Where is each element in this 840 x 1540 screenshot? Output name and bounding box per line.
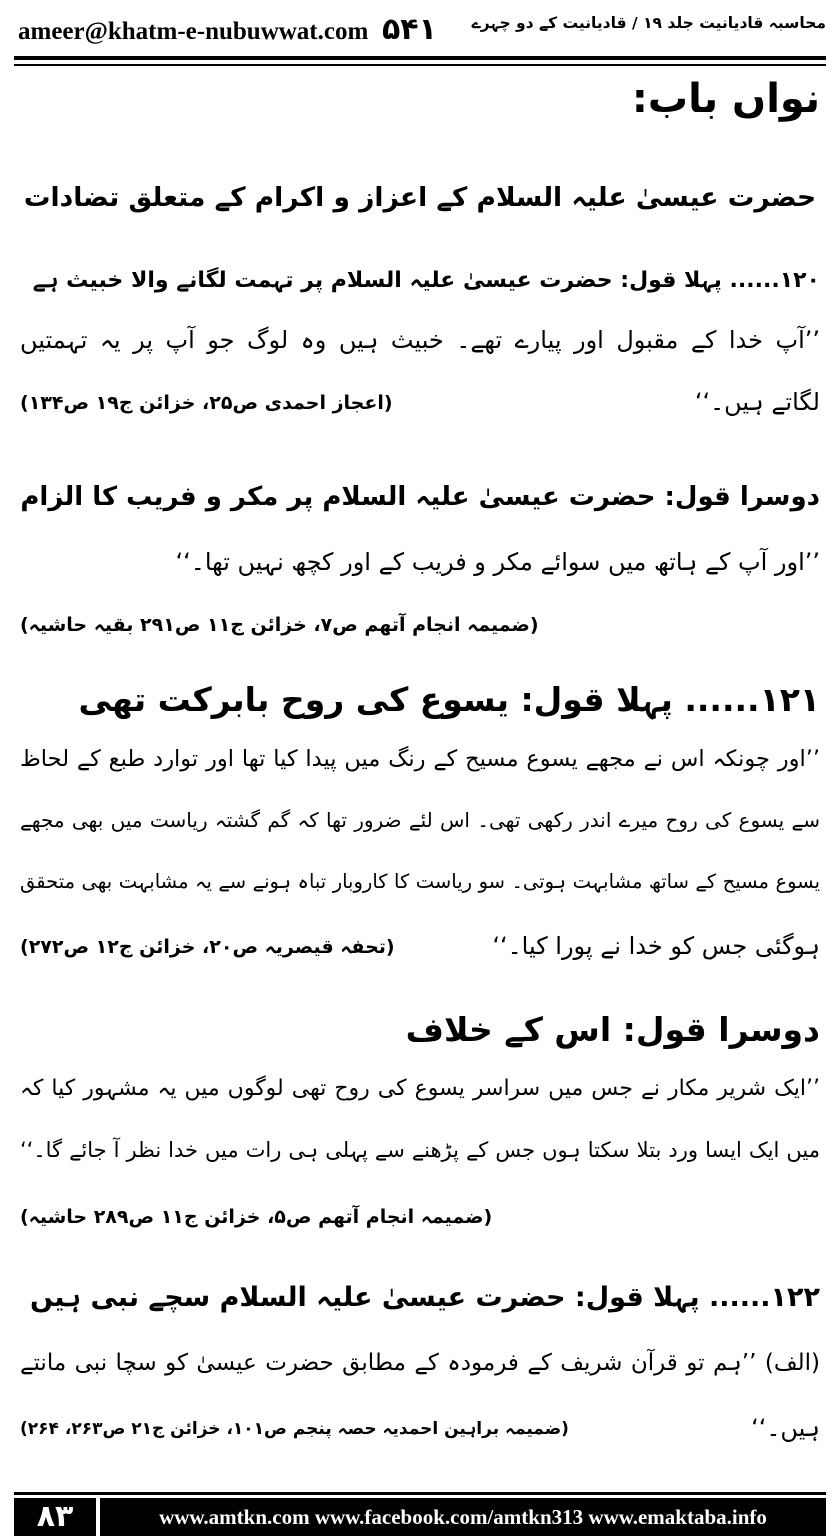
reference-citation: (تحفہ قیصریہ ص۲۰، خزائن ج۱۲ ص۲۷۲)	[20, 936, 395, 958]
reference-citation: (ضمیمہ انجام آتھم ص۵، خزائن ج۱۱ ص۲۸۹ حاشیہ)	[20, 1206, 493, 1228]
section-120-first-statement-heading: ۱۲۰...... پہلا قول: حضرت عیسیٰ علیہ السلام پر تہمت لگانے والا خبیث ہے	[32, 268, 820, 293]
header-rule-thin	[14, 64, 826, 66]
reference-citation: (ضمیمہ براہین احمدیہ حصہ پنجم ص۱۰۱، خزائن ج۲۱ ص۲۶۳، ۲۶۴)	[20, 1419, 569, 1439]
reference-citation: (اعجاز احمدی ص۲۵، خزائن ج۱۹ ص۱۳۴)	[20, 392, 393, 414]
section-121-second-statement-heading: دوسرا قول: اس کے خلاف	[405, 1010, 820, 1049]
quote-line: ’’آپ خدا کے مقبول اور پیارے تھے۔ خبیث ہیں وہ لوگ جو آپ پر یہ تہمتیں	[20, 326, 820, 354]
quote-line: ’’اور آپ کے ہاتھ میں سوائے مکر و فریب کے اور کچھ نہیں تھا۔‘‘	[175, 548, 820, 576]
header-email: ameer@khatm-e-nubuwwat.com	[18, 18, 369, 45]
page-header	[0, 0, 840, 62]
chapter-label: نواں باب:	[631, 76, 820, 122]
page-title: حضرت عیسیٰ علیہ السلام کے اعزاز و اکرام کے متعلق تضادات	[23, 182, 817, 213]
quote-line: سے یسوع کی روح میرے اندر رکھی تھی۔ اس لئے ضرور تھا کہ گم گشتہ ریاست میں بھی مجھے	[20, 808, 820, 832]
quote-line: (الف) ’’ہم تو قرآن شریف کے فرمودہ کے مطابق حضرت عیسیٰ کو سچا نبی مانتے	[20, 1350, 820, 1376]
header-page-number: ۵۴۱	[382, 12, 437, 47]
quote-line: ہوگئی جس کو خدا نے پورا کیا۔‘‘	[492, 932, 820, 960]
quote-line: ’’ایک شریر مکار نے جس میں سراسر یسوع کی روح تھی لوگوں میں یہ مشہور کیا کہ	[20, 1076, 820, 1101]
quote-line: یسوع مسیح کے ساتھ مشابہت ہوتی۔ سو ریاست کا کاروبار تباہ ہونے سے یہ مشابہت بھی متحقق	[20, 870, 820, 893]
quote-line: لگاتے ہیں۔‘‘	[694, 388, 820, 416]
footer-page-number: ۸۳	[14, 1498, 96, 1536]
section-120-second-statement-heading: دوسرا قول: حضرت عیسیٰ علیہ السلام پر مکر و فریب کا الزام	[20, 482, 820, 512]
quote-line: میں ایک ایسا ورد بتلا سکتا ہوں جس کے پڑھنے سے پہلی ہی رات میں خدا نظر آ جائے گا۔‘‘	[20, 1138, 820, 1162]
quote-line: ہیں۔‘‘	[751, 1414, 820, 1442]
footer-rule	[14, 1492, 826, 1495]
reference-citation: (ضمیمہ انجام آتھم ص۷، خزائن ج۱۱ ص۲۹۱ بقیہ حاشیہ)	[20, 614, 539, 636]
section-122-first-statement-heading: ۱۲۲...... پہلا قول: حضرت عیسیٰ علیہ السلام سچے نبی ہیں	[29, 1282, 820, 1313]
header-running-title: محاسبہ قادیانیت جلد ۱۹ / قادیانیت کے دو چہرے	[471, 14, 826, 32]
section-121-first-statement-heading: ۱۲۱...... پہلا قول: یسوع کی روح بابرکت تھی	[78, 680, 820, 719]
quote-line: ’’اور چونکہ اس نے مجھے یسوع مسیح کے رنگ میں پیدا کیا تھا اور توارد طبع کے لحاظ	[20, 746, 820, 772]
header-rule-thick	[14, 56, 826, 60]
footer-links[interactable]: www.amtkn.com www.facebook.com/amtkn313 www.emaktaba.info	[100, 1498, 826, 1536]
